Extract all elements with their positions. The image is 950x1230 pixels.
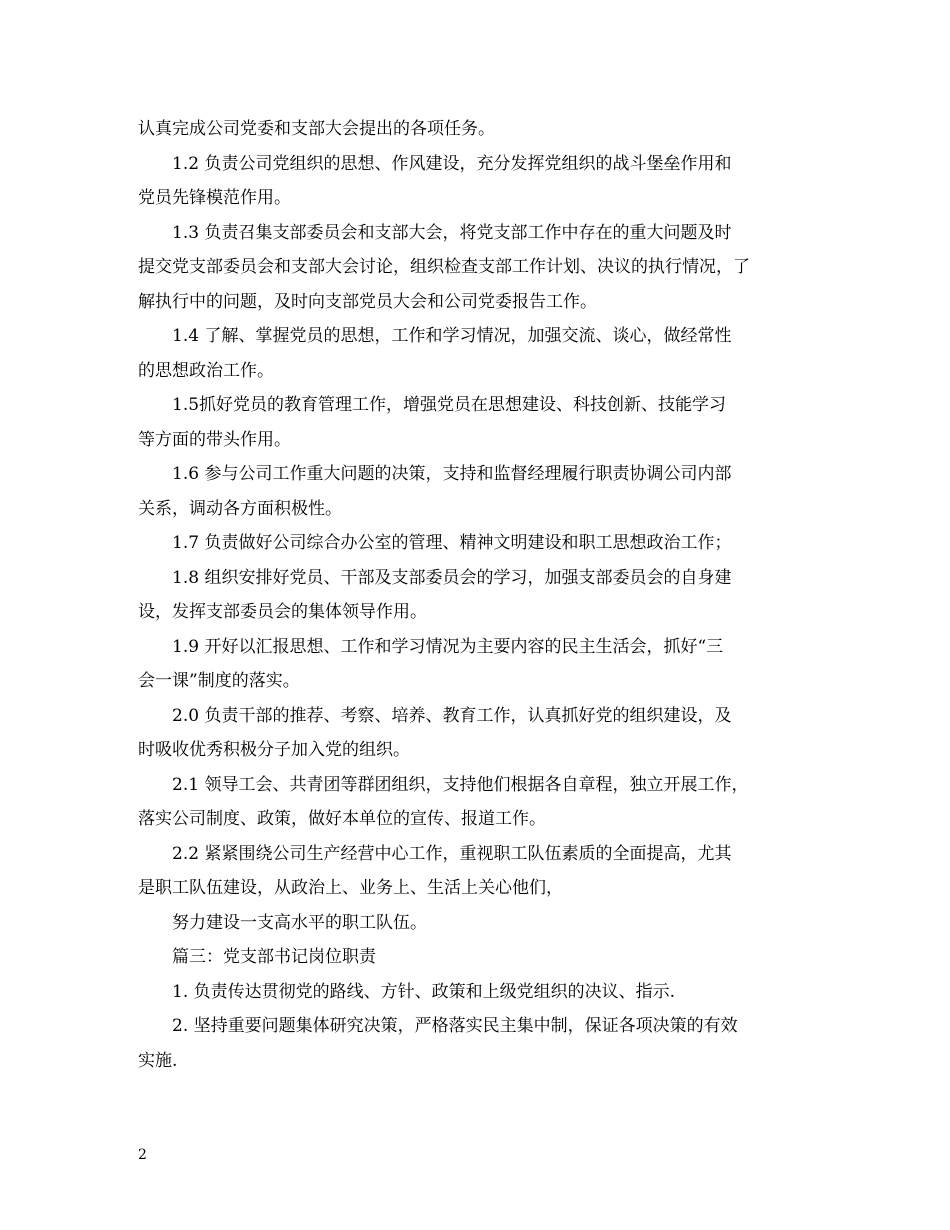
text-line: 2.1 领导工会、共青团等群团组织，支持他们根据各自章程，独立开展工作，: [172, 774, 749, 795]
text-line: 1.9 开好以汇报思想、工作和学习情况为主要内容的民主生活会，抓好“三: [172, 636, 724, 657]
document-body: [138, 112, 832, 1078]
text-line: 提交党支部委员会和支部大会讨论，组织检查支部工作计划、决议的执行情况，了: [138, 257, 750, 277]
text-line: 2. 坚持重要问题集体研究决策，严格落实民主集中制，保证各项决策的有效: [172, 1016, 738, 1036]
text-line: 落实公司制度、政策，做好本单位的宣传、报道工作。: [138, 809, 546, 829]
text-line: 解执行中的问题，及时向支部党员大会和公司党委报告工作。: [138, 291, 597, 312]
text-line: 2.2 紧紧围绕公司生产经营中心工作，重视职工队伍素质的全面提高，尤其: [172, 843, 732, 864]
text-line: 是职工队伍建设，从政治上、业务上、生活上关心他们，: [138, 878, 563, 898]
text-line: 1.2 负责公司党组织的思想、作风建设，充分发挥党组织的战斗堡垒作用和: [172, 153, 732, 174]
text-line: 1.6 参与公司工作重大问题的决策，支持和监督经理履行职责协调公司内部: [172, 464, 732, 484]
text-line: 1.8 组织安排好党员、干部及支部委员会的学习，加强支部委员会的自身建: [172, 567, 732, 588]
text-line: 1.7 负责做好公司综合办公室的管理、精神文明建设和职工思想政治工作；: [172, 533, 732, 553]
text-line: 1.3 负责召集支部委员会和支部大会，将党支部工作中存在的重大问题及时: [172, 222, 732, 243]
page-number: 2: [138, 1147, 147, 1163]
text-line: 党员先锋模范作用。: [138, 188, 291, 208]
text-line: 的思想政治工作。: [138, 360, 274, 381]
text-line: 1.5抓好党员的教育管理工作，增强党员在思想建设、科技创新、技能学习: [172, 395, 727, 415]
text-line: 关系，调动各方面积极性。: [138, 498, 342, 519]
text-line: 实施.: [138, 1050, 178, 1071]
text-line: 1.4 了解、掌握党员的思想，工作和学习情况，加强交流、谈心，做经常性: [172, 326, 732, 346]
text-line: 设，发挥支部委员会的集体领导作用。: [138, 602, 427, 622]
text-line: 时吸收优秀积极分子加入党的组织。: [138, 740, 410, 760]
text-line: 篇三：党支部书记岗位职责: [172, 947, 376, 967]
text-line: 1. 负责传达贯彻党的路线、方针、政策和上级党组织的决议、指示.: [172, 981, 676, 1002]
text-line: 等方面的带头作用。: [138, 429, 291, 450]
text-line: 2.0 负责干部的推荐、考察、培养、教育工作，认真抓好党的组织建设，及: [172, 705, 732, 726]
text-line: 会一课”制度的落实。: [138, 671, 300, 691]
text-line: 努力建设一支高水平的职工队伍。: [172, 912, 427, 933]
text-line: 认真完成公司党委和支部大会提出的各项任务。: [138, 119, 495, 139]
